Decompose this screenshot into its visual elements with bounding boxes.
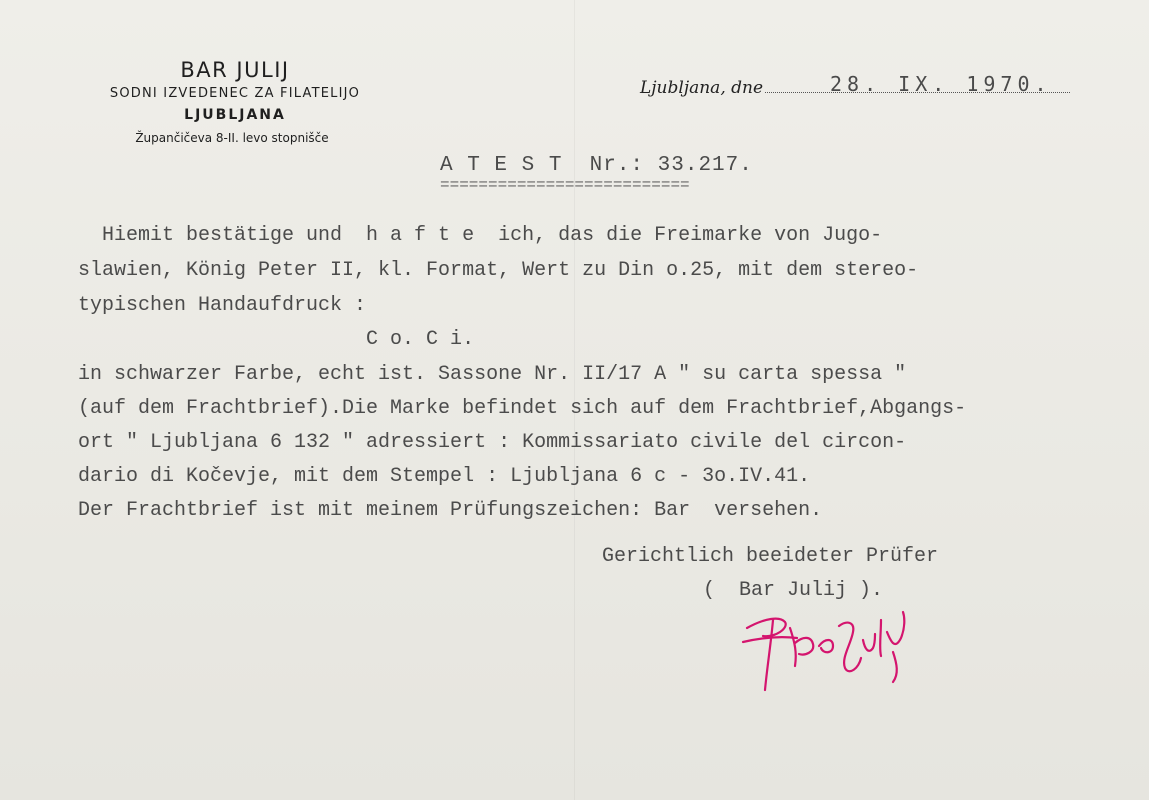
body-line: slawien, König Peter II, kl. Format, Wert zu Din o.25, mit dem stereo- bbox=[78, 259, 919, 282]
body-line: Der Frachtbrief ist mit meinem Prüfungszeichen: Bar versehen. bbox=[78, 499, 823, 522]
body-line: ort " Ljubljana 6 132 " adressiert : Kommissariato civile del circon- bbox=[78, 431, 907, 454]
body-line: typischen Handaufdruck : bbox=[78, 294, 367, 317]
body-line: (auf dem Frachtbrief).Die Marke befindet sich auf dem Frachtbrief,Abgangs- bbox=[78, 397, 967, 420]
body-line: Hiemit bestätige und h a f t e ich, das die Freimarke von Jugo- bbox=[78, 224, 883, 247]
letterhead-address: Župančičeva 8-II. levo stopnišče bbox=[135, 131, 329, 145]
letterhead bbox=[60, 58, 410, 145]
title-underline: ========================== bbox=[440, 176, 690, 194]
body-line: dario di Kočevje, mit dem Stempel : Ljubljana 6 c - 3o.IV.41. bbox=[78, 465, 811, 488]
letterhead-subtitle: SODNI IZVEDENEC ZA FILATELIJO bbox=[109, 86, 361, 101]
certificate-title: A T E S T Nr.: 33.217. bbox=[440, 154, 753, 177]
body-line: in schwarzer Farbe, echt ist. Sassone Nr. II/17 A " su carta spessa " bbox=[78, 363, 907, 386]
letterhead-city: LJUBLJANA bbox=[184, 107, 286, 123]
handwritten-signature bbox=[735, 598, 915, 693]
date-value: 28. IX. 1970. bbox=[830, 72, 1052, 96]
body-line: C o. C i. bbox=[78, 328, 475, 351]
letterhead-name: BAR JULIJ bbox=[180, 58, 290, 82]
examiner-role: Gerichtlich beeideter Prüfer bbox=[602, 545, 939, 568]
examiner-name: ( Bar Julij ). bbox=[703, 579, 884, 602]
date-label: Ljubljana, dne bbox=[640, 78, 764, 98]
